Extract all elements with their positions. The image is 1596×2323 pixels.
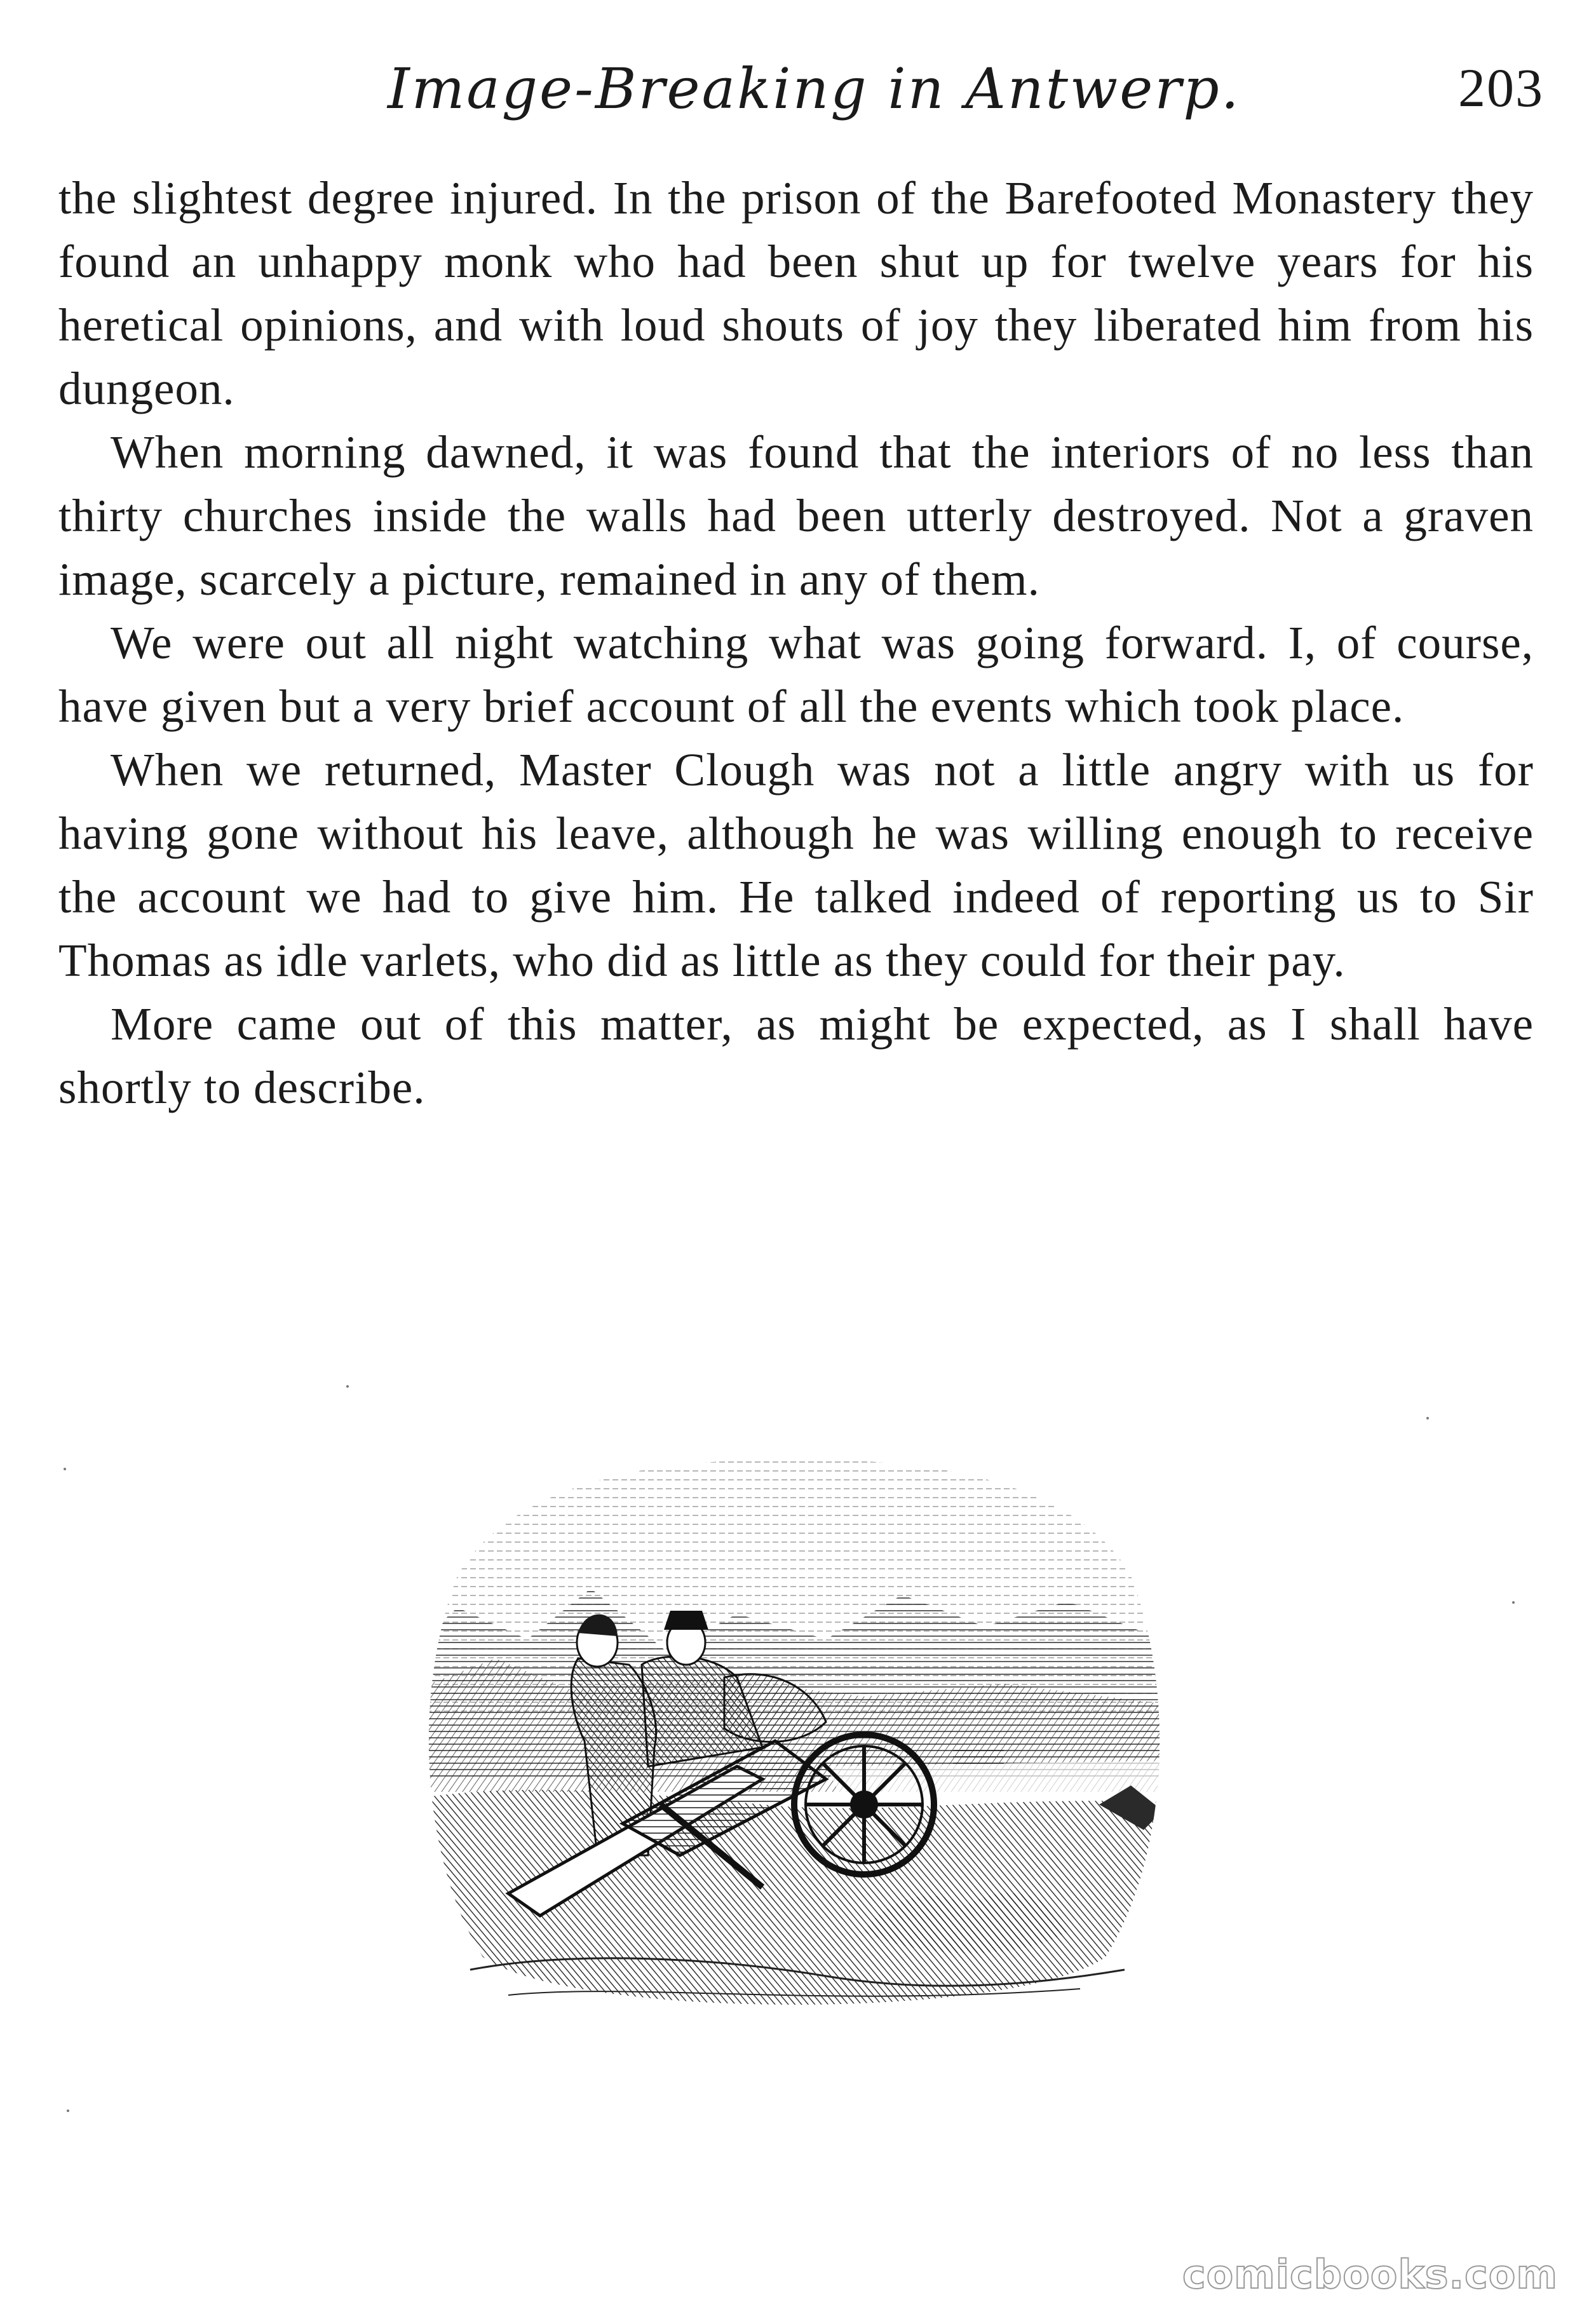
paragraph-2: When morning dawned, it was found that the interiors of no less than thirty churches inside the walls had been utterly destroyed. Not a graven image, scarcely a picture, remained in any of them. xyxy=(58,426,1534,605)
paragraph-5: More came out of this matter, as might be expected, as I shall have shortly to describe. xyxy=(58,998,1534,1113)
body-text xyxy=(58,166,1534,1120)
running-head xyxy=(64,56,1544,139)
print-speck xyxy=(67,2110,69,2112)
print-speck xyxy=(64,1468,66,1470)
page-number: 203 xyxy=(1458,57,1544,118)
watermark-logo: comicbooks.com xyxy=(1182,2251,1558,2298)
print-speck xyxy=(1512,1601,1515,1604)
print-speck xyxy=(1426,1417,1429,1419)
paragraph-4: When we returned, Master Clough was not a little angry with us for having gone without his leave, although he was willing enough to receive the account we had to give him. He talked indeed of reporting us to Sir Thomas as idle varlets, who did as little as they could for their pay. xyxy=(58,744,1534,986)
paragraph-1: the slightest degree injured. In the prison of the Barefooted Monastery they found an unhappy monk who had been shut up for twelve years for his heretical opinions, and with loud shouts of joy they liberated him from his dungeon. xyxy=(58,172,1534,414)
paragraph-3: We were out all night watching what was going forward. I, of course, have given but a very brief account of all the events which took place. xyxy=(58,617,1534,732)
engraving-illustration xyxy=(381,1449,1207,2033)
running-title: Image-Breaking in Antwerp. xyxy=(388,56,1241,121)
print-speck xyxy=(346,1385,349,1388)
